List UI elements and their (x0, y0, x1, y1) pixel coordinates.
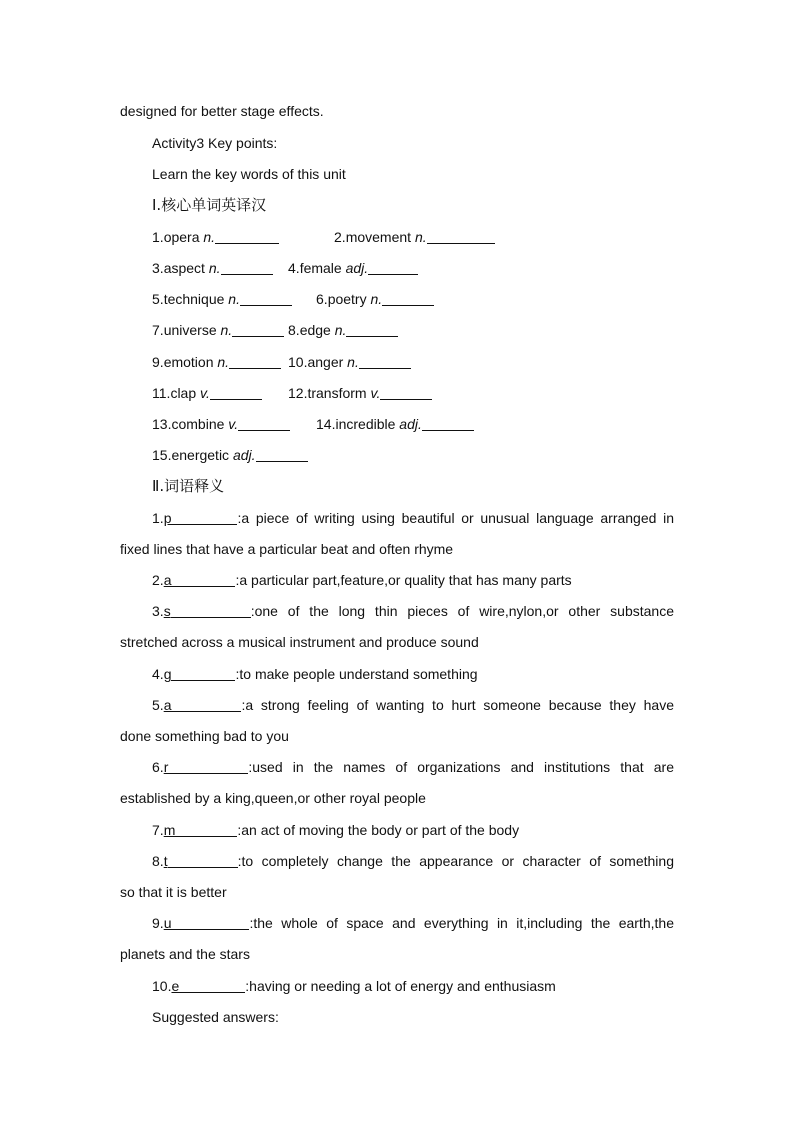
definition-item: 6.r :used in the names of organizations and institutions that are (152, 759, 674, 775)
vocab-item: 6.poetry n. (316, 289, 434, 309)
answer-blank[interactable] (229, 354, 281, 369)
vocab-item: 4.female adj. (288, 258, 418, 278)
vocab-item: 13.combine v. (152, 414, 290, 434)
answer-blank[interactable] (359, 354, 411, 369)
answer-blank[interactable] (256, 447, 308, 462)
answer-blank[interactable] (368, 260, 418, 275)
definition-item: 2.a :a particular part,feature,or quality that has many parts (152, 572, 572, 588)
definition-continuation: planets and the stars (120, 946, 250, 962)
vocab-item: 9.emotion n. (152, 352, 281, 372)
vocab-item: 11.clap v. (152, 383, 262, 403)
answer-blank[interactable] (179, 978, 245, 993)
definition-item: 8.t :to completely change the appearance or character of something (152, 853, 674, 869)
answer-blank[interactable] (210, 385, 262, 400)
vocab-item: 1.opera n. (152, 227, 279, 247)
answer-blank[interactable] (171, 666, 235, 681)
answer-blank[interactable] (168, 853, 238, 868)
vocab-item: 8.edge n. (288, 320, 398, 340)
answer-blank[interactable] (232, 322, 284, 337)
definition-continuation: done something bad to you (120, 728, 289, 744)
answer-blank[interactable] (240, 291, 292, 306)
definition-continuation: so that it is better (120, 884, 227, 900)
answer-blank[interactable] (171, 697, 241, 712)
vocab-item: 2.movement n. (334, 227, 495, 247)
definition-item: 3.s :one of the long thin pieces of wire,nylon,or other substance (152, 603, 674, 619)
definition-item: 5.a :a strong feeling of wanting to hurt someone because they have (152, 697, 674, 713)
answer-blank[interactable] (171, 510, 237, 525)
vocab-item: 10.anger n. (288, 352, 411, 372)
definition-item: 1.p :a piece of writing using beautiful or unusual language arranged in (152, 510, 674, 526)
task-text: Learn the key words of this unit (152, 166, 346, 182)
answer-blank[interactable] (346, 322, 398, 337)
answer-blank[interactable] (171, 603, 251, 618)
answer-blank[interactable] (171, 915, 249, 930)
definition-item: 10.e :having or needing a lot of energy and enthusiasm (152, 978, 556, 994)
vocab-item: 12.transform v. (288, 383, 432, 403)
answer-blank[interactable] (175, 822, 237, 837)
vocab-item: 15.energetic adj. (152, 445, 308, 465)
answer-blank[interactable] (427, 229, 495, 244)
section1-heading: Ⅰ.核心单词英译汉 (152, 196, 267, 214)
activity-heading: Activity3 Key points: (152, 135, 278, 151)
definition-item: 4.g :to make people understand something (152, 666, 478, 682)
vocab-item: 14.incredible adj. (316, 414, 474, 434)
vocab-item: 7.universe n. (152, 320, 284, 340)
suggested-answers-label: Suggested answers: (152, 1009, 279, 1025)
continuation-text: designed for better stage effects. (120, 103, 324, 119)
vocab-item: 5.technique n. (152, 289, 292, 309)
definition-continuation: stretched across a musical instrument and produce sound (120, 634, 479, 650)
answer-blank[interactable] (238, 416, 290, 431)
answer-blank[interactable] (215, 229, 279, 244)
definition-item: 7.m :an act of moving the body or part of the body (152, 822, 520, 838)
definition-continuation: established by a king,queen,or other royal people (120, 790, 426, 806)
definition-continuation: fixed lines that have a particular beat and often rhyme (120, 541, 454, 557)
vocab-item: 3.aspect n. (152, 258, 273, 278)
answer-blank[interactable] (382, 291, 434, 306)
answer-blank[interactable] (380, 385, 432, 400)
answer-blank[interactable] (422, 416, 474, 431)
answer-blank[interactable] (168, 759, 248, 774)
answer-blank[interactable] (221, 260, 273, 275)
definition-item: 9.u :the whole of space and everything in it,including the earth,the (152, 915, 674, 931)
answer-blank[interactable] (171, 572, 235, 587)
section2-heading: Ⅱ.词语释义 (152, 477, 225, 495)
